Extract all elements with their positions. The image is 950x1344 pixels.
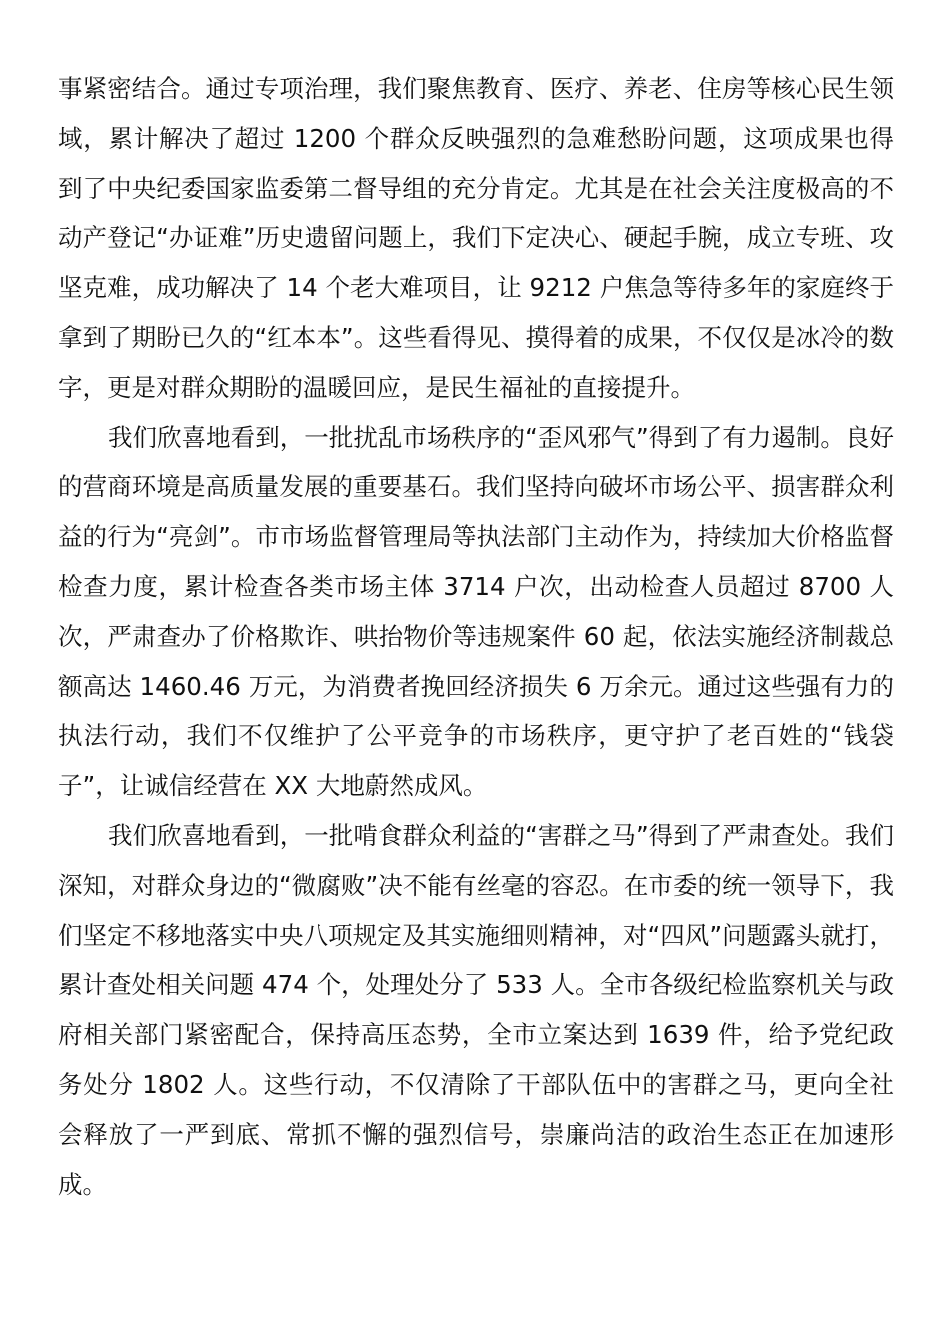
paragraph-market-order: 我们欣喜地看到，一批扰乱市场秩序的“歪风邪气”得到了有力遏制。良好的营商环境是高质量发展的重要基石。我们坚持向破坏市场公平、损害群众利益的行为“亮剑”。市市场监督管理局等执法部门主动作为，持续加大价格监督检查力度，累计检查各类市场主体 3714 户次，出动检查人员超过 8700 人次，严肃查办了价格欺诈、哄抬物价等违规案件 60 起，依法实施经济制裁总额高达 1460.46 万元，为消费者挽回经济损失 6 万余元。通过这些强有力的执法行动，我们不仅维护了公平竞争的市场秩序，更守护了老百姓的“钱袋子”，让诚信经营在 XX 大地蔚然成风。 — [58, 422, 894, 801]
paragraph-continuation: 事紧密结合。通过专项治理，我们聚焦教育、医疗、养老、住房等核心民生领域，累计解决了超过 1200 个群众反映强烈的急难愁盼问题，这项成果也得到了中央纪委国家监委第二督导组的充分肯定。尤其是在社会关注度极高的不动产登记“办证难”历史遗留问题上，我们下定决心、硬起手腕，成立专班、攻坚克难，成功解决了 14 个老大难项目，让 9212 户焦急等待多年的家庭终于拿到了期盼已久的“红本本”。这些看得见、摸得着的成果，不仅仅是冰冷的数字，更是对群众期盼的温暖回应，是民生福祉的直接提升。 — [58, 74, 894, 402]
document-body — [58, 64, 894, 1209]
paragraph-corruption: 我们欣喜地看到，一批啃食群众利益的“害群之马”得到了严肃查处。我们深知，对群众身边的“微腐败”决不能有丝毫的容忍。在市委的统一领导下，我们坚定不移地落实中央八项规定及其实施细则精神，对“四风”问题露头就打，累计查处相关问题 474 个，处理处分了 533 人。全市各级纪检监察机关与政府相关部门紧密配合，保持高压态势，全市立案达到 1639 件，给予党纪政务处分 1802 人。这些行动，不仅清除了干部队伍中的害群之马，更向全社会释放了一严到底、常抓不懈的强烈信号，崇廉尚洁的政治生态正在加速形成。 — [58, 820, 894, 1199]
